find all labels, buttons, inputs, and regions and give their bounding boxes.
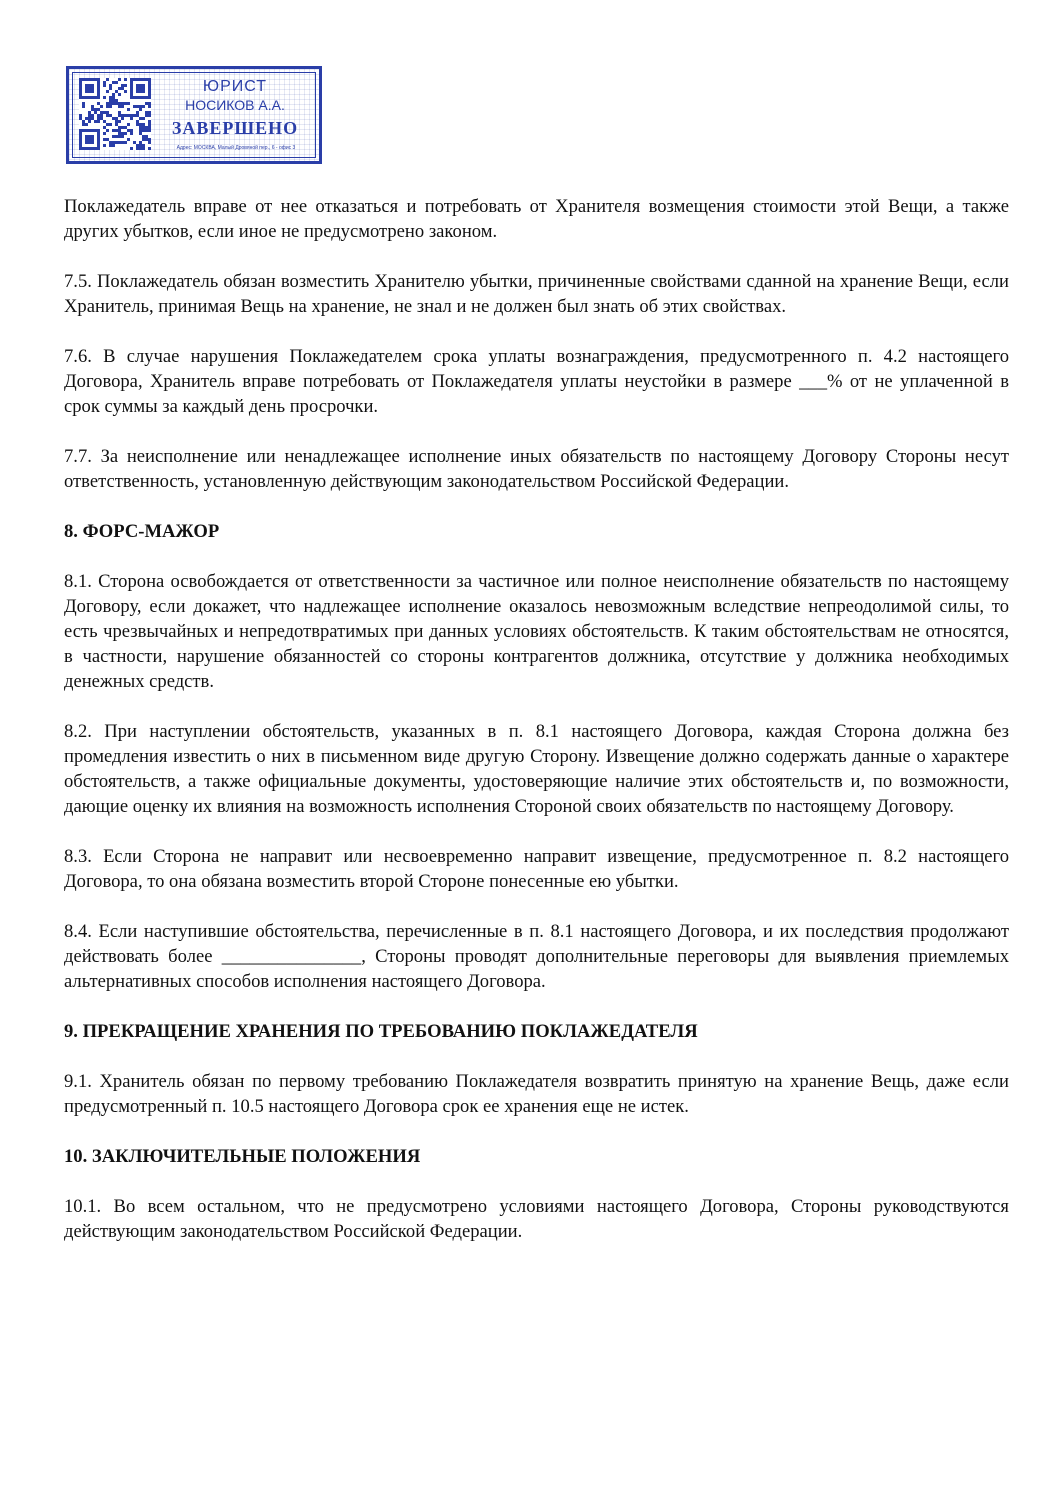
paragraph-8-4: 8.4. Если наступившие обстоятельства, перечисленные в п. 8.1 настоящего Договора, и их последствия продолжают действовать более _______________, Стороны проводят дополнительные переговоры для выявления приемлемых альтернативных способов исполнения настоящего Договора.: [64, 921, 1009, 992]
paragraph-7-6: 7.6. В случае нарушения Поклажедателем срока уплаты вознаграждения, предусмотренного п. 4.2 настоящего Договора, Хранитель вправе потребовать от Поклажедателя уплаты неустойки в размере ___% от не уплаченной в срок суммы за каждый день просрочки.: [64, 346, 1009, 417]
section-heading-8: 8. ФОРС-МАЖОР: [64, 521, 220, 542]
lawyer-stamp: [66, 66, 322, 164]
section-heading-9: 9. ПРЕКРАЩЕНИЕ ХРАНЕНИЯ ПО ТРЕБОВАНИЮ ПОКЛАЖЕДАТЕЛЯ: [64, 1021, 698, 1042]
stamp-status: ЗАВЕРШЕНО: [171, 118, 299, 138]
paragraph-8-3: 8.3. Если Сторона не направит или несвоевременно направит извещение, предусмотренное п. 8.2 настоящего Договора, то она обязана возместить второй Стороне понесенные ею убытки.: [64, 846, 1009, 892]
paragraph-7-4-continuation: Поклажедатель вправе от нее отказаться и потребовать от Хранителя возмещения стоимости этой Вещи, а также других убытков, если иное не предусмотрено законом.: [64, 196, 1009, 242]
section-heading-10: 10. ЗАКЛЮЧИТЕЛЬНЫЕ ПОЛОЖЕНИЯ: [64, 1146, 421, 1167]
qr-code-icon: [79, 78, 151, 150]
stamp-text-block: [155, 69, 315, 138]
stamp-name: НОСИКОВ А.А.: [185, 97, 285, 113]
stamp-address: Адрес: МОСКВА, Малый Дровяной пер., 6 - офис 3: [176, 145, 296, 151]
paragraph-7-5: 7.5. Поклажедатель обязан возместить Хранителю убытки, причиненные свойствами сданной на хранение Вещи, если Хранитель, принимая Вещь на хранение, не знал и не должен был знать об этих свойствах.: [64, 271, 1009, 317]
stamp-title: ЮРИСТ: [202, 78, 268, 95]
document-body: [64, 194, 1009, 1269]
paragraph-9-1: 9.1. Хранитель обязан по первому требованию Поклажедателя возвратить принятую на хранение Вещь, даже если предусмотренный п. 10.5 настоящего Договора срок ее хранения еще не истек.: [64, 1071, 1009, 1117]
paragraph-7-7: 7.7. За неисполнение или ненадлежащее исполнение иных обязательств по настоящему Договору Стороны несут ответственность, установленную действующим законодательством Российской Федерации.: [64, 446, 1009, 492]
paragraph-10-1: 10.1. Во всем остальном, что не предусмотрено условиями настоящего Договора, Стороны руководствуются действующим законодательством Российской Федерации.: [64, 1196, 1009, 1242]
paragraph-8-1: 8.1. Сторона освобождается от ответственности за частичное или полное неисполнение обязательств по настоящему Договору, если докажет, что надлежащее исполнение оказалось невозможным вследствие непреодолимой силы, то есть чрезвычайных и непредотвратимых при данных условиях обстоятельств. К таким обстоятельствам не относятся, в частности, нарушение обязанностей со стороны контрагентов должника, отсутствие у должника необходимых денежных средств.: [64, 571, 1009, 692]
paragraph-8-2: 8.2. При наступлении обстоятельств, указанных в п. 8.1 настоящего Договора, каждая Сторона должна без промедления известить о них в письменном виде другую Сторону. Извещение должно содержать данные о характере обстоятельств, а также официальные документы, удостоверяющие наличие этих обстоятельств и, по возможности, дающие оценку их влияния на возможность исполнения Стороной своих обязательств по настоящему Договору.: [64, 721, 1009, 817]
